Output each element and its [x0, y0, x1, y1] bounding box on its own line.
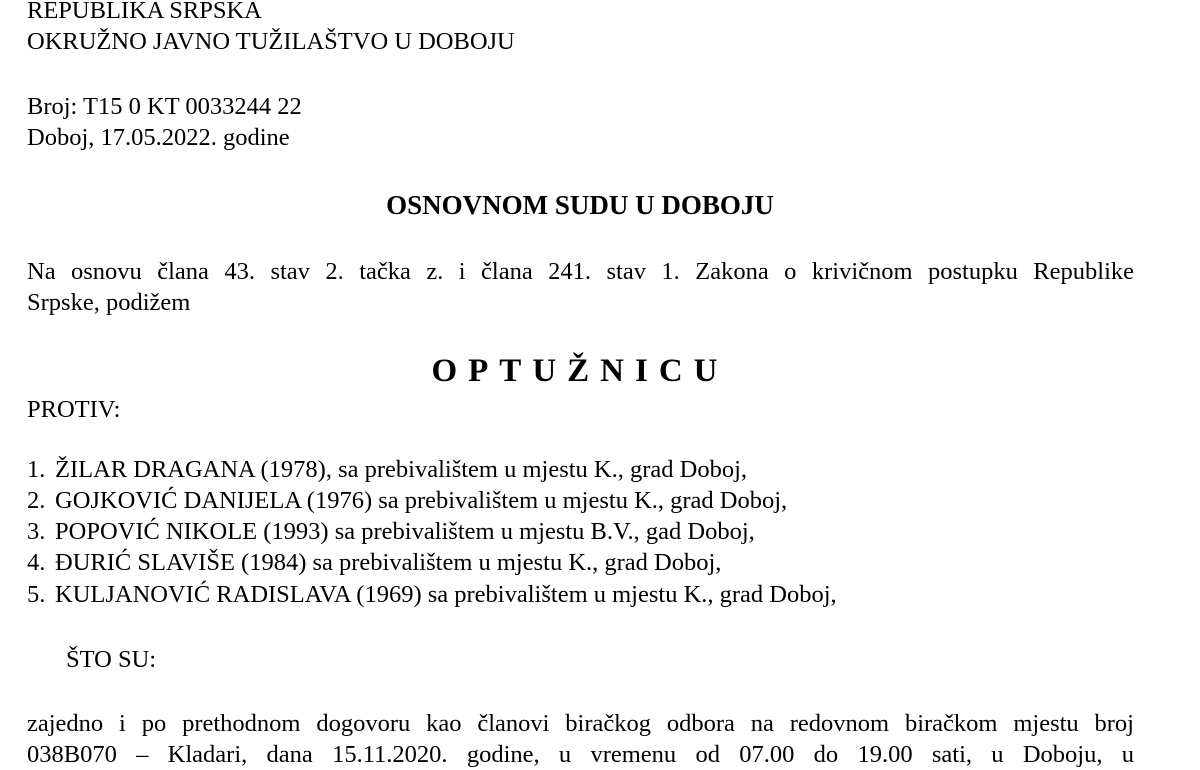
case-number: Broj: T15 0 KT 0033244 22	[27, 93, 302, 120]
against-label: PROTIV:	[27, 396, 121, 423]
defendant-text: GOJKOVIĆ DANIJELA (1976) sa prebivalištem u mjestu K., grad Doboj,	[55, 487, 788, 514]
defendant-text: POPOVIĆ NIKOLE (1993) sa prebivalištem u mjestu B.V., gad Doboj,	[55, 518, 755, 545]
list-number: 5.	[27, 581, 46, 608]
list-item	[27, 548, 721, 578]
intro-line-1: Na osnovu člana 43. stav 2. tačka z. i člana 241. stav 1. Zakona o krivičnom postupku Republike	[27, 258, 1134, 285]
list-item	[27, 517, 755, 547]
list-item	[27, 580, 837, 610]
header-prosecutor-office: OKRUŽNO JAVNO TUŽILAŠTVO U DOBOJU	[27, 28, 515, 55]
document-title: OPTUŽNICU	[431, 353, 729, 389]
defendant-text: ŽILAR DRAGANA (1978), sa prebivalištem u mjestu K., grad Doboj,	[55, 456, 748, 483]
charge-label: ŠTO SU:	[66, 646, 157, 673]
list-number: 3.	[27, 518, 46, 545]
header-republic: REPUBLIKA SRPSKA	[27, 0, 262, 24]
list-number: 4.	[27, 549, 46, 576]
list-number: 1.	[27, 456, 46, 483]
body-line-1: zajedno i po prethodnom dogovoru kao članovi biračkog odbora na redovnom biračkom mjestu broj	[27, 710, 1134, 737]
intro-line-2: Srpske, podižem	[27, 289, 191, 316]
place-date: Doboj, 17.05.2022. godine	[27, 124, 290, 151]
body-line-2: 038B070 – Kladari, dana 15.11.2020. godine, u vremenu od 07.00 do 19.00 sati, u Doboju, u	[27, 741, 1134, 768]
list-number: 2.	[27, 487, 46, 514]
list-item	[27, 486, 787, 516]
addressee-heading: OSNOVNOM SUDU U DOBOJU	[386, 190, 774, 220]
defendant-text: ĐURIĆ SLAVIŠE (1984) sa prebivalištem u mjestu K., grad Doboj,	[55, 549, 722, 576]
list-item	[27, 455, 747, 485]
defendant-text: KULJANOVIĆ RADISLAVA (1969) sa prebivalištem u mjestu K., grad Doboj,	[55, 581, 837, 608]
